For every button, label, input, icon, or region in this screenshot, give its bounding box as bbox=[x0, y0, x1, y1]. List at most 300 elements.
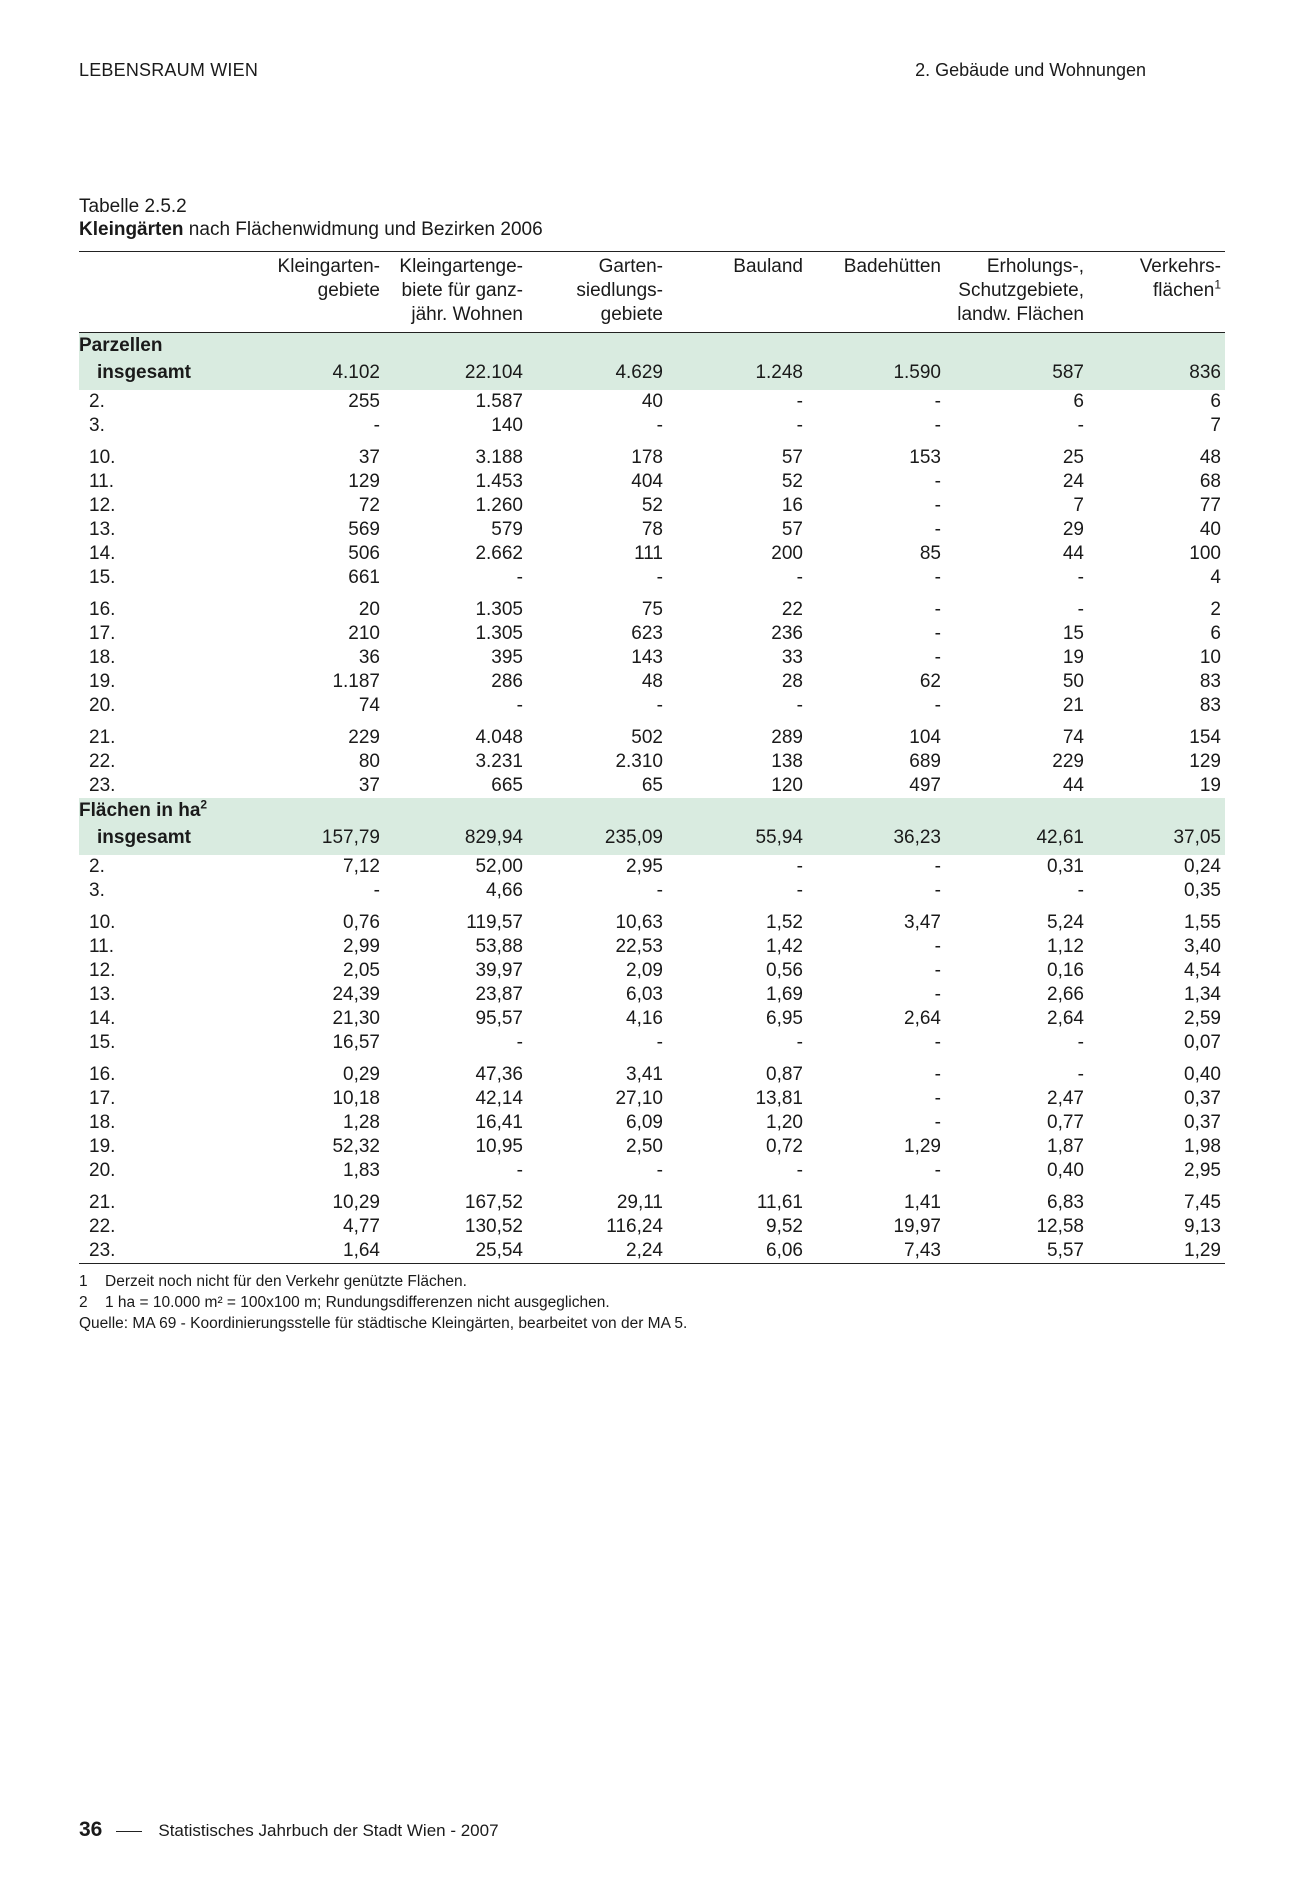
district-label: 13. bbox=[89, 519, 116, 540]
total-cell: 22.104 bbox=[384, 358, 527, 390]
table-cell: 289 bbox=[771, 727, 803, 748]
table-cell: - bbox=[796, 1032, 803, 1053]
table-row bbox=[79, 1007, 1225, 1031]
table-row bbox=[79, 1111, 1225, 1135]
table-title bbox=[79, 219, 543, 241]
table-cell: 7,45 bbox=[1184, 1192, 1221, 1213]
district-label: 21. bbox=[89, 1192, 116, 1213]
table-cell: - bbox=[934, 567, 941, 588]
table-cell: 2,05 bbox=[343, 960, 380, 981]
table-cell: - bbox=[656, 567, 663, 588]
table-cell: 4.048 bbox=[475, 727, 523, 748]
district-label: 14. bbox=[89, 543, 116, 564]
district-label: 12. bbox=[89, 960, 116, 981]
table-cell: - bbox=[516, 695, 523, 716]
district-label: 19. bbox=[89, 1136, 116, 1157]
table-cell: - bbox=[934, 599, 941, 620]
table-cell: 1.587 bbox=[475, 391, 523, 412]
district-label: 17. bbox=[89, 1088, 116, 1109]
table-cell: 1.305 bbox=[475, 599, 523, 620]
table-cell: 74 bbox=[358, 695, 380, 716]
table-cell: 0,72 bbox=[766, 1136, 803, 1157]
table-row bbox=[79, 879, 1225, 903]
table-cell: 22,53 bbox=[615, 936, 663, 957]
table-cell: 2,66 bbox=[1047, 984, 1084, 1005]
table-cell: 661 bbox=[348, 567, 380, 588]
table-cell: - bbox=[796, 695, 803, 716]
table-cell: 1,41 bbox=[904, 1192, 941, 1213]
table-cell: 4,16 bbox=[626, 1008, 663, 1029]
district-label: 11. bbox=[89, 936, 115, 957]
table-row bbox=[79, 438, 1225, 470]
table-cell: 1,12 bbox=[1047, 936, 1084, 957]
table-row bbox=[79, 855, 1225, 879]
district-label: 3. bbox=[89, 415, 105, 436]
table-cell: - bbox=[934, 695, 941, 716]
table-cell: - bbox=[656, 1032, 663, 1053]
column-header-blank bbox=[79, 252, 189, 333]
table-cell: 42,14 bbox=[475, 1088, 523, 1109]
district-label: 16. bbox=[89, 599, 116, 620]
table-cell: - bbox=[373, 415, 380, 436]
table-cell: - bbox=[796, 567, 803, 588]
section-title: Flächen in $ha^2$ bbox=[79, 798, 1225, 823]
table-cell: - bbox=[934, 1088, 941, 1109]
district-label: 22. bbox=[89, 751, 116, 772]
footnotes bbox=[79, 1271, 687, 1334]
total-label: insgesamt bbox=[79, 823, 189, 855]
table-cell: 1,34 bbox=[1184, 984, 1221, 1005]
table-cell: 1,69 bbox=[766, 984, 803, 1005]
table-cell: - bbox=[934, 391, 941, 412]
table-row bbox=[79, 670, 1225, 694]
section-title-row bbox=[79, 798, 1225, 823]
table-row bbox=[79, 750, 1225, 774]
table-cell: 44 bbox=[1062, 775, 1084, 796]
total-cell: 836 bbox=[1088, 358, 1225, 390]
table-cell: 44 bbox=[1062, 543, 1084, 564]
table-cell: 200 bbox=[771, 543, 803, 564]
table-cell: 68 bbox=[1199, 471, 1221, 492]
table-cell: 57 bbox=[781, 519, 803, 540]
table-cell: 1.305 bbox=[475, 623, 523, 644]
table-cell: - bbox=[934, 647, 941, 668]
table-row bbox=[79, 518, 1225, 542]
table-cell: 10,29 bbox=[332, 1192, 380, 1213]
table-cell: 16,41 bbox=[475, 1112, 523, 1133]
table-cell: 129 bbox=[1189, 751, 1221, 772]
table-row bbox=[79, 494, 1225, 518]
table-cell: - bbox=[934, 415, 941, 436]
table-cell: 1,98 bbox=[1184, 1136, 1221, 1157]
table-cell: 6,09 bbox=[626, 1112, 663, 1133]
table-cell: 52 bbox=[781, 471, 803, 492]
table-row bbox=[79, 959, 1225, 983]
table-cell: 1,52 bbox=[766, 912, 803, 933]
table-cell: 33 bbox=[781, 647, 803, 668]
table-cell: 52,32 bbox=[332, 1136, 380, 1157]
table-row bbox=[79, 646, 1225, 670]
table-cell: 3,41 bbox=[626, 1064, 663, 1085]
table-cell: 15 bbox=[1062, 623, 1084, 644]
table-cell: 167,52 bbox=[464, 1192, 523, 1213]
table-row bbox=[79, 774, 1225, 798]
table-cell: - bbox=[656, 1160, 663, 1181]
total-label: insgesamt bbox=[79, 358, 189, 390]
table-cell: 37 bbox=[358, 447, 380, 468]
table-cell: 29,11 bbox=[616, 1192, 663, 1213]
table-cell: 21,30 bbox=[332, 1008, 380, 1029]
table-cell: 9,13 bbox=[1184, 1216, 1221, 1237]
table-cell: 10,63 bbox=[615, 912, 663, 933]
table-cell: 50 bbox=[1062, 671, 1084, 692]
total-cell: 157,79 bbox=[189, 823, 384, 855]
table-cell: 2,50 bbox=[626, 1136, 663, 1157]
table-cell: 57 bbox=[781, 447, 803, 468]
district-label: 22. bbox=[89, 1216, 116, 1237]
table-cell: 6 bbox=[1073, 391, 1084, 412]
table-cell: 23,87 bbox=[475, 984, 523, 1005]
table-cell: - bbox=[516, 1160, 523, 1181]
table-cell: 24 bbox=[1062, 471, 1084, 492]
table-cell: 40 bbox=[1199, 519, 1221, 540]
table-cell: 39,97 bbox=[475, 960, 523, 981]
table-cell: 623 bbox=[631, 623, 663, 644]
table-cell: 0,35 bbox=[1184, 880, 1221, 901]
table-cell: - bbox=[656, 695, 663, 716]
table-cell: 19 bbox=[1199, 775, 1221, 796]
table-cell: 28 bbox=[781, 671, 803, 692]
table-cell: 22 bbox=[781, 599, 803, 620]
table-cell: 120 bbox=[771, 775, 803, 796]
table-cell: 48 bbox=[1199, 447, 1221, 468]
table-cell: 1,83 bbox=[343, 1160, 380, 1181]
table-cell: 75 bbox=[641, 599, 663, 620]
table-cell: 77 bbox=[1199, 495, 1221, 516]
table-title-bold: Kleingärten bbox=[79, 219, 184, 240]
footnote-1: 1 Derzeit noch nicht für den Verkehr genützte Flächen. bbox=[79, 1273, 467, 1290]
total-cell: 1.248 bbox=[667, 358, 807, 390]
table-cell: 111 bbox=[634, 543, 663, 564]
table-cell: 0,29 bbox=[343, 1064, 380, 1085]
district-label: 18. bbox=[89, 1112, 116, 1133]
table-cell: 1,28 bbox=[343, 1112, 380, 1133]
district-label: 17. bbox=[89, 623, 116, 644]
table-cell: 5,57 bbox=[1047, 1240, 1084, 1261]
table-cell: 25 bbox=[1062, 447, 1084, 468]
table-cell: - bbox=[373, 880, 380, 901]
district-label: 19. bbox=[89, 671, 116, 692]
table-cell: 10,18 bbox=[332, 1088, 380, 1109]
table-cell: 10 bbox=[1199, 647, 1221, 668]
table-cell: 229 bbox=[348, 727, 380, 748]
table-cell: 1,29 bbox=[1184, 1240, 1221, 1261]
section-title-row bbox=[79, 333, 1225, 359]
table-cell: 62 bbox=[919, 671, 941, 692]
table-cell: - bbox=[796, 415, 803, 436]
table-cell: 6,95 bbox=[766, 1008, 803, 1029]
table-cell: 7,12 bbox=[343, 856, 380, 877]
table-row bbox=[79, 566, 1225, 590]
table-cell: 404 bbox=[631, 471, 663, 492]
table-cell: 85 bbox=[919, 543, 941, 564]
section-title: Parzellen bbox=[79, 333, 1225, 359]
table-cell: - bbox=[934, 960, 941, 981]
table-cell: 52 bbox=[641, 495, 663, 516]
table-row bbox=[79, 1159, 1225, 1183]
table-cell: 40 bbox=[641, 391, 663, 412]
table-cell: 0,37 bbox=[1184, 1088, 1221, 1109]
table-cell: - bbox=[1077, 1032, 1084, 1053]
table-cell: 19 bbox=[1062, 647, 1084, 668]
table-cell: - bbox=[656, 415, 663, 436]
table-cell: 2,99 bbox=[343, 936, 380, 957]
table-cell: - bbox=[934, 936, 941, 957]
district-label: 15. bbox=[89, 567, 116, 588]
table-row bbox=[79, 935, 1225, 959]
table-cell: 47,36 bbox=[475, 1064, 523, 1085]
table-cell: - bbox=[934, 984, 941, 1005]
table-cell: 2,24 bbox=[626, 1240, 663, 1261]
source-note: Quelle: MA 69 - Koordinierungsstelle für städtische Kleingärten, bearbeitet von der MA 5. bbox=[79, 1315, 688, 1332]
table-cell: 5,24 bbox=[1047, 912, 1084, 933]
district-label: 13. bbox=[89, 984, 116, 1005]
table-cell: 579 bbox=[491, 519, 523, 540]
table-cell: 395 bbox=[491, 647, 523, 668]
table-cell: 0,31 bbox=[1047, 856, 1084, 877]
table-cell: 3,40 bbox=[1184, 936, 1221, 957]
table-cell: 10,95 bbox=[475, 1136, 523, 1157]
table-cell: - bbox=[1077, 415, 1084, 436]
table-cell: 1.187 bbox=[332, 671, 380, 692]
running-header-left: LEBENSRAUM WIEN bbox=[79, 60, 259, 80]
table-cell: 95,57 bbox=[475, 1008, 523, 1029]
table-row bbox=[79, 590, 1225, 622]
table-cell: 25,54 bbox=[475, 1240, 523, 1261]
total-cell: 42,61 bbox=[945, 823, 1088, 855]
district-label: 2. bbox=[89, 391, 105, 412]
table-cell: 1.453 bbox=[475, 471, 523, 492]
table-row bbox=[79, 414, 1225, 438]
table-row bbox=[79, 1135, 1225, 1159]
total-cell: 4.102 bbox=[189, 358, 384, 390]
table-cell: 497 bbox=[909, 775, 941, 796]
column-header-ganzjaehr-wohnen: Kleingartenge- biete für ganz- jähr. Wohnen bbox=[399, 256, 523, 325]
page-number: 36 bbox=[79, 1818, 103, 1841]
table-cell: 178 bbox=[631, 447, 663, 468]
table-cell: - bbox=[934, 856, 941, 877]
column-header-erholungsgebiete: Erholungs-, Schutzgebiete, landw. Flächen bbox=[957, 256, 1084, 325]
table-cell: 154 bbox=[1189, 727, 1221, 748]
table-title-rest: nach Flächenwidmung und Bezirken 2006 bbox=[183, 219, 543, 240]
table-cell: - bbox=[1077, 880, 1084, 901]
table-cell: 7 bbox=[1210, 415, 1221, 436]
table-row bbox=[79, 694, 1225, 718]
table-cell: - bbox=[934, 1112, 941, 1133]
table-cell: 4 bbox=[1210, 567, 1221, 588]
column-header-badehuetten: Badehütten bbox=[843, 256, 941, 277]
footnote-2: 2 1 ha = 10.000 m² = 100x100 m; Rundungsdifferenzen nicht ausgeglichen. bbox=[79, 1294, 610, 1311]
table-cell: - bbox=[796, 856, 803, 877]
table-cell: 80 bbox=[358, 751, 380, 772]
table-cell: 100 bbox=[1189, 543, 1221, 564]
table-cell: 0,24 bbox=[1184, 856, 1221, 877]
table-cell: 569 bbox=[348, 519, 380, 540]
table-cell: 83 bbox=[1199, 671, 1221, 692]
table-cell: 29 bbox=[1062, 519, 1084, 540]
table-cell: - bbox=[796, 1160, 803, 1181]
table-cell: 83 bbox=[1199, 695, 1221, 716]
table-cell: 1,42 bbox=[766, 936, 803, 957]
table-cell: 2 bbox=[1210, 599, 1221, 620]
table-cell: 1.260 bbox=[475, 495, 523, 516]
table-cell: - bbox=[656, 880, 663, 901]
table-cell: 140 bbox=[491, 415, 523, 436]
table-cell: 72 bbox=[358, 495, 380, 516]
table-cell: - bbox=[934, 1064, 941, 1085]
table-cell: 1,64 bbox=[343, 1240, 380, 1261]
table-row bbox=[79, 1215, 1225, 1239]
district-label: 20. bbox=[89, 1160, 116, 1181]
table-row bbox=[79, 470, 1225, 494]
table-cell: 153 bbox=[909, 447, 941, 468]
table-cell: 129 bbox=[348, 471, 380, 492]
table-cell: - bbox=[934, 471, 941, 492]
table-cell: 7,43 bbox=[904, 1240, 941, 1261]
table-cell: 236 bbox=[771, 623, 803, 644]
district-label: 2. bbox=[89, 856, 105, 877]
table-row bbox=[79, 542, 1225, 566]
table-body bbox=[79, 333, 1225, 1264]
table-cell: 119,57 bbox=[466, 912, 523, 933]
table-cell: - bbox=[1077, 567, 1084, 588]
table-cell: 78 bbox=[641, 519, 663, 540]
table-cell: 1,87 bbox=[1047, 1136, 1084, 1157]
table-cell: 6 bbox=[1210, 391, 1221, 412]
table-cell: 2,64 bbox=[904, 1008, 941, 1029]
table-cell: 2,95 bbox=[1184, 1160, 1221, 1181]
kleingaerten-table bbox=[79, 251, 1225, 1264]
table-cell: 0,40 bbox=[1184, 1064, 1221, 1085]
district-label: 16. bbox=[89, 1064, 116, 1085]
table-cell: 4,66 bbox=[486, 880, 523, 901]
table-cell: 19,97 bbox=[893, 1216, 941, 1237]
table-cell: 3.231 bbox=[475, 751, 523, 772]
table-cell: 3,47 bbox=[904, 912, 941, 933]
table-cell: 4,77 bbox=[343, 1216, 380, 1237]
table-cell: - bbox=[934, 1032, 941, 1053]
table-row bbox=[79, 1055, 1225, 1087]
table-cell: 689 bbox=[909, 751, 941, 772]
table-cell: - bbox=[796, 391, 803, 412]
table-cell: 21 bbox=[1062, 695, 1084, 716]
column-header-verkehrsflaechen: Verkehrs- flächen$^1$ bbox=[1139, 256, 1221, 301]
table-cell: 0,87 bbox=[766, 1064, 803, 1085]
running-header-right: 2. Gebäude und Wohnungen bbox=[915, 60, 1146, 80]
table-cell: 4,54 bbox=[1184, 960, 1221, 981]
district-label: 11. bbox=[89, 471, 115, 492]
total-cell: 829,94 bbox=[384, 823, 527, 855]
table-cell: - bbox=[934, 1160, 941, 1181]
table-row bbox=[79, 1183, 1225, 1215]
table-cell: 1,55 bbox=[1184, 912, 1221, 933]
table-cell: - bbox=[934, 880, 941, 901]
table-cell: 37 bbox=[358, 775, 380, 796]
table-cell: 6,83 bbox=[1047, 1192, 1084, 1213]
table-label: Tabelle 2.5.2 bbox=[79, 196, 187, 217]
table-cell: 138 bbox=[771, 751, 803, 772]
total-cell: 587 bbox=[945, 358, 1088, 390]
total-cell: 55,94 bbox=[667, 823, 807, 855]
table-cell: 20 bbox=[358, 599, 380, 620]
table-row bbox=[79, 1087, 1225, 1111]
table-cell: 16,57 bbox=[332, 1032, 380, 1053]
table-cell: 1,29 bbox=[904, 1136, 941, 1157]
table-cell: 65 bbox=[641, 775, 663, 796]
table-cell: 229 bbox=[1052, 751, 1084, 772]
table-cell: 12,58 bbox=[1036, 1216, 1084, 1237]
total-cell: 37,05 bbox=[1088, 823, 1225, 855]
table-cell: 143 bbox=[631, 647, 663, 668]
district-label: 12. bbox=[89, 495, 116, 516]
table-cell: 2,59 bbox=[1184, 1008, 1221, 1029]
table-cell: 0,07 bbox=[1184, 1032, 1221, 1053]
table-cell: 6,03 bbox=[626, 984, 663, 1005]
table-cell: 2.310 bbox=[615, 751, 663, 772]
table-cell: 506 bbox=[348, 543, 380, 564]
district-label: 23. bbox=[89, 1240, 116, 1261]
table-cell: 2,64 bbox=[1047, 1008, 1084, 1029]
table-cell: 24,39 bbox=[332, 984, 380, 1005]
total-row bbox=[79, 823, 1225, 855]
table-cell: 0,56 bbox=[766, 960, 803, 981]
table-cell: 36 bbox=[358, 647, 380, 668]
total-cell: 1.590 bbox=[807, 358, 945, 390]
district-label: 14. bbox=[89, 1008, 116, 1029]
table-cell: 104 bbox=[909, 727, 941, 748]
page-footer bbox=[79, 1818, 499, 1842]
table-row bbox=[79, 1031, 1225, 1055]
data-table-wrapper bbox=[79, 251, 1221, 1264]
district-label: 23. bbox=[89, 775, 116, 796]
district-label: 10. bbox=[89, 912, 116, 933]
footer-dash bbox=[116, 1831, 142, 1832]
table-cell: 6 bbox=[1210, 623, 1221, 644]
table-cell: 116,24 bbox=[606, 1216, 663, 1237]
column-header-kleingartengebiete: Kleingarten- gebiete bbox=[277, 256, 380, 301]
column-header-row bbox=[79, 252, 1225, 333]
table-cell: 665 bbox=[491, 775, 523, 796]
table-cell: 130,52 bbox=[464, 1216, 523, 1237]
total-cell: 36,23 bbox=[807, 823, 945, 855]
table-row bbox=[79, 718, 1225, 750]
table-cell: 286 bbox=[491, 671, 523, 692]
table-cell: 2.662 bbox=[475, 543, 523, 564]
total-cell: 235,09 bbox=[527, 823, 667, 855]
table-cell: 53,88 bbox=[475, 936, 523, 957]
table-cell: 0,16 bbox=[1047, 960, 1084, 981]
table-cell: 210 bbox=[348, 623, 380, 644]
district-label: 3. bbox=[89, 880, 105, 901]
table-cell: 0,76 bbox=[343, 912, 380, 933]
table-cell: - bbox=[516, 1032, 523, 1053]
column-header-gartensiedlungsgebiete: Garten- siedlungs- gebiete bbox=[576, 256, 663, 325]
table-cell: 27,10 bbox=[615, 1088, 663, 1109]
table-cell: 13,81 bbox=[755, 1088, 803, 1109]
district-label: 20. bbox=[89, 695, 116, 716]
table-cell: 502 bbox=[631, 727, 663, 748]
table-cell: 16 bbox=[781, 495, 803, 516]
